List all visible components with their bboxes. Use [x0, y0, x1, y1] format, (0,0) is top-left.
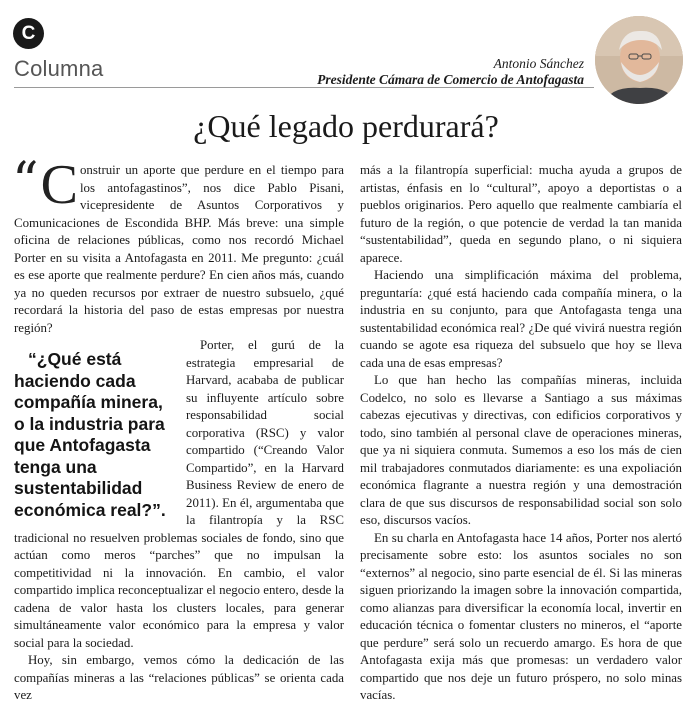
paragraph-text: onstruir un aporte que perdure en el tiempo para los antofagastinos”, nos dice Pablo Pisani, vicepresidente de Asuntos Corporativos y Comunicaciones de Escondida BHP. Más breve: una simple oficina de relaciones públicas, como nos recordó Michael Porter en su visita a Antofagasta en 2011. Me pregunto: ¿cuál es ese aporte que realmente perdure? En cien años más, cuando ya no queden recursos por extraer de nuestro subsuelo, ¿qué recordará la historia del paso de estas empresas por nuestra región?	[14, 163, 344, 335]
paragraph-question: Haciendo una simplificación máxima del problema, preguntaría: ¿qué está haciendo cada compañía minera, o la industria en su conjunto, para que Antofagasta tenga una sustentabilidad económica real? ¿De qué vivirá nuestra región cuando se agote esa riqueza del subsuelo que hoy se lleva cada una de esas empresas?	[360, 268, 682, 370]
paragraph-intro	[12, 152, 344, 337]
logo-letter: C	[21, 22, 36, 44]
paragraph-philanthropy: más a la filantropía superficial: mucha ayuda a grupos de artistas, énfasis en lo “cultural”, apoyo a deportistas o a pueblos originarios. Pero aquello que realmente cambiaría el futuro de la región, o que potencie de verdad la tan manida “sustentabilidad”, queda en segundo plano, o ni siquiera aparece.	[360, 163, 682, 265]
section-label: Columna	[14, 56, 104, 81]
article-column-right	[360, 162, 682, 705]
opening-quote-mark: “	[12, 152, 39, 212]
pull-quote: “¿Qué está haciendo cada compañía minera, o la industria para que Antofagasta tenga una sustentabilidad económica real?”.	[14, 349, 166, 520]
headline: ¿Qué legado perdurará?	[193, 108, 499, 144]
author-portrait-illustration	[595, 16, 683, 104]
paragraph-porter	[14, 337, 344, 652]
paragraph-text: Porter, el gurú de la estrategia empresarial de Harvard, acababa de publicar su influyente artículo sobre responsabilidad social corporativa (RSC) y valor compartido (“Creando Valor Compartido”, en la Harvard Business Review de enero de 2011). En él, argumentaba que la filantropía y la RSC tradicional no resuelven problemas sociales de fondo, sino que actúan como meros “parches” que no impulsan la competitividad ni la innovación. En cambio, el valor compartido implica reconceptualizar el negocio entero, desde la cadena de valor hasta los clusters locales, para generar simultáneamente valor económico para la empresa y valor social para la sociedad.	[14, 338, 344, 650]
author-role: Presidente Cámara de Comercio de Antofagasta	[317, 72, 584, 87]
paragraph-today: Hoy, sin embargo, vemos cómo la dedicación de las compañías mineras a las “relaciones públicas” se orienta cada vez	[14, 653, 344, 702]
column-logo-badge	[13, 18, 44, 49]
paragraph-companies: Lo que han hecho las compañías mineras, incluida Codelco, no solo es llevarse a Santiago a sus máximas cabezas ejecutivas y directivas, con edificios corporativos y todo, sino también al personal clave de operaciones mineras, que ya ni siquiera conmuta. Sumemos a eso los más de cien mil trabajadores conmutados diariamente: es una expoliación económica flagrante a nuestra región y una demostración clara de que sus discursos de responsabilidad social son solo eso, discursos vacíos.	[360, 373, 682, 527]
author-portrait	[595, 16, 683, 104]
author-name: Antonio Sánchez	[493, 56, 584, 71]
article-column-left	[12, 152, 344, 705]
paragraph-conclusion: En su charla en Antofagasta hace 14 años, Porter nos alertó precisamente sobre esto: los asuntos sociales no son “externos” al negocio, sino parte esencial de él. Si las mineras siguen priorizando la imagen sobre la innovación compartida, como alianzas para diversificar la economía local, invertir en educación técnica o fomentar clusters no mineros, el “aporte que perdure” será solo un recuerdo amargo. Es hora de que Antofagasta exija más que promesas: un verdadero valor compartido que nos deje un futuro próspero, no solo minas vacías.	[360, 530, 682, 702]
drop-cap: C	[40, 154, 78, 216]
